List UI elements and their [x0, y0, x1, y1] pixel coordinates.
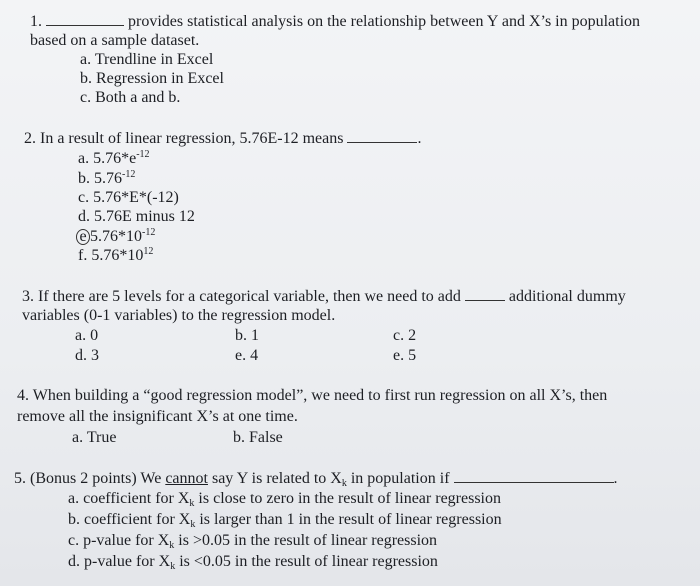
- q1-line1: [30, 13, 640, 31]
- q3-option-c: c. 2: [393, 327, 417, 344]
- q3-option-d: d. 3: [75, 347, 99, 364]
- q2-option-d: d. 5.76E minus 12: [78, 208, 195, 225]
- q5-stem: [14, 470, 618, 488]
- q5-option-d: [68, 553, 438, 571]
- q5-answer-blank[interactable]: [454, 470, 614, 483]
- q4-text-line1: 4. When building a “good regression model”, we need to first run regression on all X’s, then: [17, 387, 608, 404]
- q5-prefix: 5. (Bonus 2 points) We: [14, 470, 162, 487]
- q2-option-c: c. 5.76*E*(-12): [78, 189, 179, 206]
- q2-option-f: [78, 247, 153, 265]
- q3-option-f: e. 5: [393, 347, 417, 364]
- q5-option-c-sub: k: [169, 540, 175, 551]
- q2-stem: [24, 130, 421, 148]
- q3-line1: [22, 288, 626, 306]
- q2-text: 2. In a result of linear regression, 5.76E-12 means: [24, 130, 344, 147]
- q5-option-b-sub: k: [190, 519, 196, 530]
- q5-sub: k: [341, 478, 347, 489]
- q3-option-a: a. 0: [75, 327, 99, 344]
- q2-tail: .: [417, 130, 422, 147]
- q5-option-d-post: is <0.05 in the result of linear regression: [179, 553, 438, 570]
- q2-option-e-exp: -12: [142, 227, 156, 238]
- q5-option-b-pre: b. coefficient for X: [68, 511, 191, 528]
- q2-option-b-exp: -12: [122, 169, 136, 180]
- q5-option-a-sub: k: [189, 498, 195, 509]
- q1-option-c: c. Both a and b.: [80, 89, 181, 106]
- q5-option-a-pre: a. coefficient for X: [68, 490, 190, 507]
- q1-text-line1: provides statistical analysis on the relationship between Y and X’s in population: [128, 13, 641, 30]
- q1-text-line2: based on a sample dataset.: [30, 32, 200, 49]
- q5-option-c-post: is >0.05 in the result of linear regression: [178, 532, 438, 549]
- q5-option-a: [68, 490, 501, 508]
- q1-answer-blank[interactable]: [46, 13, 124, 26]
- q3-text-line1-tail: additional dummy: [508, 288, 626, 305]
- q2-answer-blank[interactable]: [347, 130, 417, 143]
- q5-option-d-sub: k: [170, 561, 176, 572]
- q4-text-line2: remove all the insignificant X’s at one time.: [17, 408, 298, 425]
- q5-tail: .: [613, 470, 618, 487]
- q2-option-a-exp: -12: [136, 149, 150, 160]
- q3-option-b: b. 1: [235, 327, 259, 344]
- q5-middle: say Y is related to X: [211, 470, 342, 487]
- selected-answer-circle: e: [76, 229, 90, 245]
- q4-option-b: b. False: [233, 429, 283, 446]
- q2-option-a-base: a. 5.76*e: [78, 150, 137, 167]
- q5-option-a-post: is close to zero in the result of linear regression: [198, 490, 501, 507]
- q5-option-b: [68, 511, 502, 529]
- q5-underlined-word: cannot: [165, 470, 208, 487]
- q5-option-c: [68, 532, 437, 550]
- q4-option-a: a. True: [72, 429, 117, 446]
- q3-text-line2: variables (0-1 variables) to the regression model.: [22, 307, 336, 324]
- q5-option-b-post: is larger than 1 in the result of linear regression: [199, 511, 502, 528]
- q2-option-b: [78, 170, 135, 188]
- q2-option-f-base: f. 5.76*10: [78, 247, 144, 264]
- q2-option-e-base: 5.76*10: [90, 228, 142, 245]
- q1-number: 1.: [30, 13, 42, 30]
- q3-option-e: e. 4: [235, 347, 259, 364]
- q2-option-e: [78, 228, 155, 246]
- q5-option-d-pre: d. p-value for X: [68, 553, 171, 570]
- q3-answer-blank[interactable]: [465, 288, 505, 301]
- q5-suffix: in population if: [350, 470, 450, 487]
- q5-option-c-pre: c. p-value for X: [68, 532, 170, 549]
- q1-option-b: b. Regression in Excel: [80, 70, 224, 87]
- q3-text-line1: 3. If there are 5 levels for a categorical variable, then we need to add: [22, 288, 461, 305]
- q2-option-a: [78, 150, 150, 168]
- q1-option-a: a. Trendline in Excel: [80, 51, 214, 68]
- q2-option-b-base: b. 5.76: [78, 170, 122, 187]
- q2-option-f-exp: 12: [143, 246, 154, 257]
